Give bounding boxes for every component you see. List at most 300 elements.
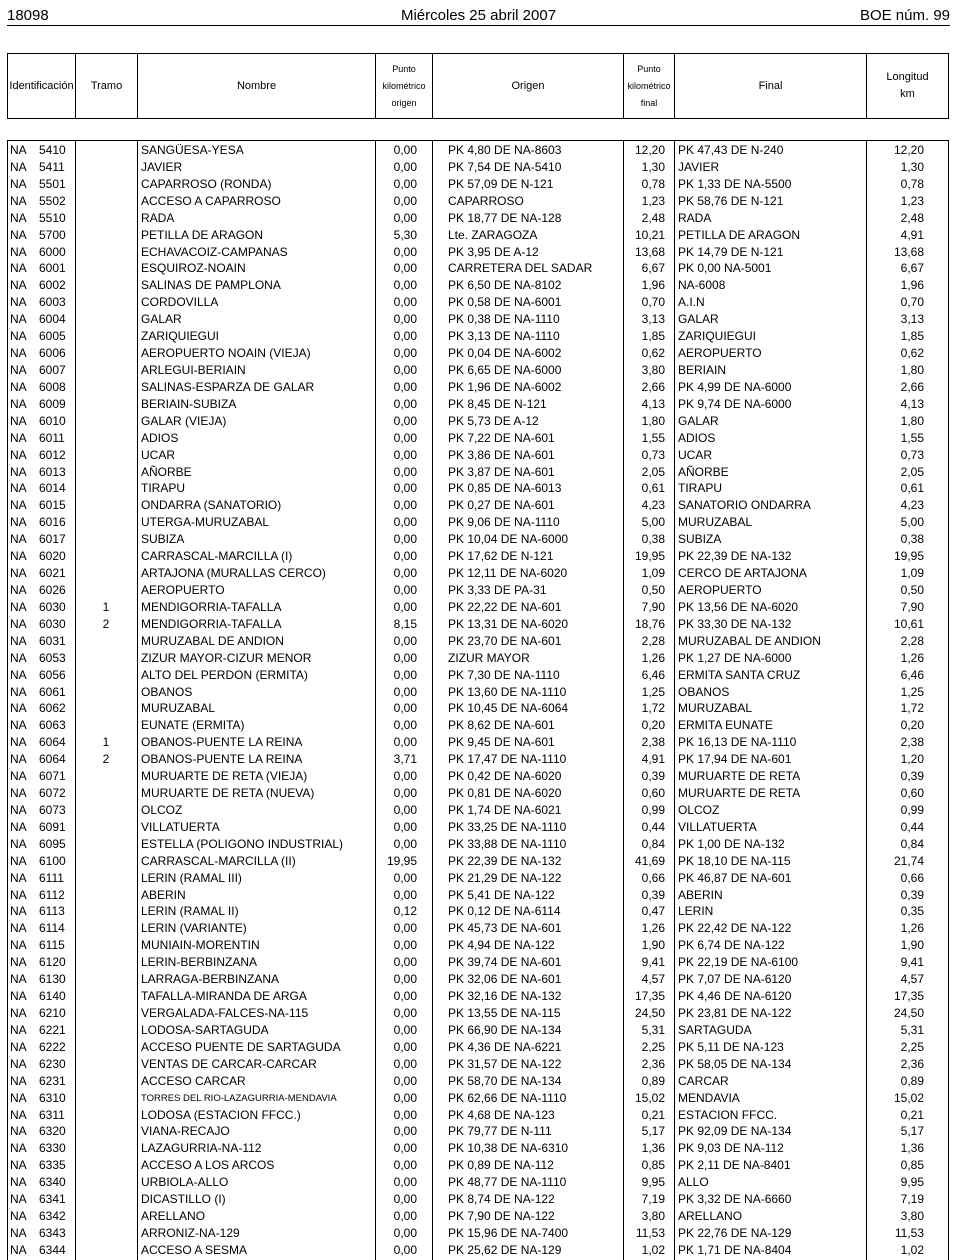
cell-final: ARELLANO: [678, 1209, 743, 1224]
cell-pk-final: 1,80: [641, 413, 665, 428]
cell-origen: PK 32,16 DE NA-132: [448, 989, 562, 1004]
cell-identificacion: NA: [10, 329, 27, 344]
table-row: [8, 937, 948, 954]
cell-longitud: 11,53: [894, 1226, 924, 1240]
cell-final: SANATORIO ONDARRA: [678, 498, 811, 513]
header-final: [675, 54, 867, 118]
cell-longitud: 4,91: [900, 227, 924, 242]
cell-pk-origen: 0,00: [393, 278, 417, 293]
cell-nombre: OLCOZ: [141, 802, 183, 817]
cell-nombre: LERIN (VARIANTE): [141, 921, 247, 936]
cell-origen: PK 25,62 DE NA-129: [448, 1242, 562, 1257]
cell-identificacion: NA: [10, 210, 27, 225]
cell-numero: 6020: [39, 549, 66, 564]
cell-numero: 6030: [39, 599, 66, 614]
cell-identificacion: NA: [10, 887, 27, 902]
cell-pk-final: 18,76: [634, 616, 665, 631]
cell-longitud: 15,02: [893, 1090, 924, 1105]
header-pk-final: [624, 54, 675, 118]
cell-numero: 6063: [39, 718, 66, 733]
cell-nombre: ARELLANO: [141, 1209, 206, 1224]
cell-longitud: 2,36: [900, 1056, 924, 1071]
table-row: [8, 497, 948, 514]
cell-pk-origen: 0,00: [393, 295, 417, 310]
cell-numero: 5502: [39, 193, 66, 208]
cell-final: PK 16,13 DE NA-1110: [678, 735, 797, 750]
table-row: [8, 210, 948, 227]
cell-numero: 6111: [39, 870, 64, 885]
cell-nombre: ECHAVACOIZ-CAMPANAS: [141, 244, 288, 259]
cell-nombre: CAPARROSO (RONDA): [141, 176, 272, 191]
cell-longitud: 21,74: [893, 853, 924, 868]
page-number: 18098: [7, 7, 49, 24]
cell-identificacion: NA: [10, 1107, 27, 1122]
header-tramo: [76, 54, 138, 118]
cell-origen: PK 3,33 DE PA-31: [448, 582, 547, 597]
cell-identificacion: NA: [10, 261, 27, 276]
cell-final: PK 3,32 DE NA-6660: [678, 1192, 792, 1207]
cell-numero: 6016: [39, 515, 66, 530]
cell-origen: PK 0,04 DE NA-6002: [448, 346, 562, 361]
cell-numero: 6140: [39, 989, 66, 1004]
cell-longitud: 0,73: [900, 447, 924, 462]
cell-final: PK 1,33 DE NA-5500: [678, 176, 792, 191]
cell-identificacion: NA: [10, 718, 27, 733]
table-row: [8, 599, 948, 616]
cell-pk-origen: 0,00: [393, 346, 417, 361]
cell-longitud: 0,66: [900, 870, 924, 885]
header-identificacion-label: Identificación: [9, 79, 74, 92]
cell-origen: PK 22,39 DE NA-132: [448, 853, 562, 868]
cell-final: CARCAR: [678, 1073, 729, 1088]
cell-longitud: 0,44: [900, 819, 924, 834]
cell-nombre: SANGÜESA-YESA: [141, 143, 244, 157]
table-row: [8, 277, 948, 294]
cell-nombre: DICASTILLO (I): [141, 1192, 226, 1207]
cell-nombre: ACCESO PUENTE DE SARTAGUDA: [141, 1039, 341, 1054]
cell-pk-origen: 0,00: [393, 1022, 417, 1037]
cell-numero: 6001: [39, 261, 66, 276]
cell-nombre: ALTO DEL PERDON (ERMITA): [141, 667, 308, 682]
cell-identificacion: NA: [10, 582, 27, 597]
cell-identificacion: NA: [10, 989, 27, 1004]
cell-pk-origen: 0,00: [393, 1158, 417, 1173]
cell-identificacion: NA: [10, 346, 27, 361]
cell-longitud: 0,61: [900, 481, 924, 496]
cell-pk-origen: 0,00: [393, 989, 417, 1004]
cell-pk-final: 41,69: [634, 853, 665, 868]
cell-final: MURUZABAL DE ANDION: [678, 633, 821, 648]
cell-origen: PK 6,50 DE NA-8102: [448, 278, 562, 293]
cell-final: TIRAPU: [678, 481, 723, 496]
table-row: [8, 531, 948, 548]
cell-longitud: 1,55: [900, 430, 924, 445]
cell-numero: 6004: [39, 312, 66, 327]
cell-longitud: 1,02: [900, 1242, 924, 1257]
cell-pk-origen: 0,00: [393, 972, 417, 987]
cell-pk-origen: 0,00: [393, 1006, 417, 1021]
cell-nombre: ESQUIROZ-NOAIN: [141, 261, 246, 276]
cell-longitud: 5,31: [900, 1022, 924, 1037]
table-row: [8, 176, 948, 193]
cell-longitud: 1,25: [900, 684, 924, 699]
cell-identificacion: NA: [10, 904, 27, 919]
cell-origen: PK 48,77 DE NA-1110: [448, 1175, 567, 1190]
cell-final: PK 14,79 DE N-121: [678, 244, 784, 259]
cell-pk-origen: 0,00: [393, 549, 417, 564]
cell-pk-origen: 0,00: [393, 464, 417, 479]
cell-longitud: 9,41: [900, 955, 924, 970]
cell-nombre: VIANA-RECAJO: [141, 1124, 230, 1139]
cell-identificacion: NA: [10, 1226, 27, 1240]
cell-identificacion: NA: [10, 735, 27, 750]
cell-numero: 6008: [39, 379, 66, 394]
cell-pk-origen: 0,00: [393, 701, 417, 716]
cell-nombre: UTERGA-MURUZABAL: [141, 515, 270, 530]
cell-final: MURUZABAL: [678, 701, 753, 716]
cell-longitud: 5,00: [900, 515, 924, 530]
cell-identificacion: NA: [10, 1192, 27, 1207]
cell-numero: 6061: [39, 684, 66, 699]
cell-nombre: ONDARRA (SANATORIO): [141, 498, 282, 513]
cell-pk-final: 1,55: [641, 430, 665, 445]
table-row: [8, 1157, 948, 1174]
header-longitud-line: km: [900, 88, 915, 100]
table-row: [8, 616, 948, 633]
cell-longitud: 17,35: [893, 989, 924, 1004]
table-row: [8, 345, 948, 362]
cell-numero: 6341: [39, 1192, 66, 1207]
cell-final: PK 7,07 DE NA-6120: [678, 972, 792, 987]
header-nombre-label: Nombre: [236, 79, 277, 92]
cell-longitud: 0,84: [900, 836, 924, 851]
cell-pk-final: 0,21: [641, 1107, 665, 1122]
table-row: [8, 159, 948, 176]
cell-origen: PK 0,89 DE NA-112: [448, 1158, 554, 1173]
cell-identificacion: NA: [10, 819, 27, 834]
cell-pk-origen: 0,00: [393, 396, 417, 411]
cell-numero: 6053: [39, 650, 66, 665]
cell-origen: PK 0,85 DE NA-6013: [448, 481, 562, 496]
cell-pk-final: 0,89: [641, 1073, 665, 1088]
cell-nombre: VILLATUERTA: [141, 819, 220, 834]
table-row: [8, 920, 948, 937]
cell-nombre: SALINAS DE PAMPLONA: [141, 278, 281, 293]
cell-pk-origen: 0,00: [393, 1107, 417, 1122]
cell-origen: PK 3,86 DE NA-601: [448, 447, 555, 462]
table-rows: [8, 142, 948, 1259]
cell-final: OLCOZ: [678, 802, 720, 817]
cell-nombre: TAFALLA-MIRANDA DE ARGA: [141, 989, 307, 1004]
cell-pk-final: 1,26: [641, 921, 665, 936]
cell-pk-final: 5,31: [641, 1022, 665, 1037]
cell-pk-origen: 0,00: [393, 430, 417, 445]
cell-longitud: 7,90: [900, 599, 924, 614]
cell-nombre: ACCESO A CAPARROSO: [141, 193, 281, 208]
header-pk-origen-line: Punto: [392, 63, 416, 74]
cell-final: PK 9,74 DE NA-6000: [678, 396, 792, 411]
cell-numero: 6007: [39, 362, 66, 377]
cell-pk-final: 10,21: [634, 227, 665, 242]
cell-pk-origen: 0,00: [393, 684, 417, 699]
cell-identificacion: NA: [10, 972, 27, 987]
cell-pk-final: 2,25: [641, 1039, 665, 1054]
table-row: [8, 853, 948, 870]
cell-pk-origen: 0,00: [393, 1242, 417, 1257]
cell-pk-origen: 0,00: [393, 836, 417, 851]
cell-pk-final: 9,95: [641, 1175, 665, 1190]
cell-identificacion: NA: [10, 193, 27, 208]
cell-pk-final: 9,41: [641, 955, 665, 970]
cell-nombre: EUNATE (ERMITA): [141, 718, 245, 733]
table-row: [8, 514, 948, 531]
cell-nombre: LERIN (RAMAL II): [141, 904, 239, 919]
table-row: [8, 667, 948, 684]
cell-origen: PK 0,12 DE NA-6114: [448, 904, 561, 919]
cell-final: PK 2,11 DE NA-8401: [678, 1158, 791, 1173]
cell-pk-origen: 0,00: [393, 938, 417, 953]
cell-identificacion: NA: [10, 1090, 27, 1105]
cell-final: PK 23,81 DE NA-122: [678, 1006, 792, 1021]
table-row: [8, 802, 948, 819]
cell-identificacion: NA: [10, 295, 27, 310]
cell-origen: PK 0,42 DE NA-6020: [448, 769, 562, 784]
cell-longitud: 6,46: [900, 667, 924, 682]
cell-nombre: MURUZABAL: [141, 701, 216, 716]
cell-origen: PK 13,31 DE NA-6020: [448, 616, 569, 631]
cell-nombre: MURUARTE DE RETA (NUEVA): [141, 786, 315, 801]
cell-origen: PK 45,73 DE NA-601: [448, 921, 562, 936]
cell-origen: PK 9,45 DE NA-601: [448, 735, 555, 750]
cell-pk-final: 4,23: [641, 498, 665, 513]
cell-nombre: ACCESO A LOS ARCOS: [141, 1158, 275, 1173]
table-row: [8, 464, 948, 481]
cell-pk-origen: 5,30: [393, 227, 417, 242]
cell-longitud: 2,25: [900, 1039, 924, 1054]
cell-nombre: ZARIQUIEGUI: [141, 329, 220, 344]
cell-pk-origen: 0,00: [393, 176, 417, 191]
cell-longitud: 1,23: [900, 193, 924, 208]
cell-longitud: 0,99: [900, 802, 924, 817]
cell-pk-origen: 0,00: [393, 1039, 417, 1054]
cell-identificacion: NA: [10, 633, 27, 648]
cell-pk-final: 0,39: [641, 887, 665, 902]
cell-numero: 6056: [39, 667, 66, 682]
table-row: [8, 903, 948, 920]
cell-identificacion: NA: [10, 616, 27, 631]
cell-origen: PK 7,90 DE NA-122: [448, 1209, 555, 1224]
cell-identificacion: NA: [10, 921, 27, 936]
cell-identificacion: NA: [10, 532, 27, 547]
cell-final: UCAR: [678, 447, 713, 462]
table-row: [8, 227, 948, 244]
cell-pk-final: 4,91: [641, 752, 665, 767]
cell-longitud: 0,39: [900, 887, 924, 902]
cell-identificacion: NA: [10, 481, 27, 496]
cell-longitud: 24,50: [893, 1006, 924, 1021]
table-row: [8, 870, 948, 887]
cell-final: PK 4,46 DE NA-6120: [678, 989, 792, 1004]
cell-numero: 6230: [39, 1056, 66, 1071]
cell-identificacion: NA: [10, 836, 27, 851]
cell-pk-final: 0,39: [641, 769, 665, 784]
cell-final: JAVIER: [678, 159, 720, 174]
cell-numero: 6335: [39, 1158, 66, 1173]
header-origen: [433, 54, 624, 118]
cell-longitud: 2,48: [900, 210, 924, 225]
cell-identificacion: NA: [10, 396, 27, 411]
cell-origen: PK 13,60 DE NA-1110: [448, 684, 567, 699]
cell-final: PK 1,00 DE NA-132: [678, 836, 785, 851]
cell-numero: 5700: [39, 227, 66, 242]
cell-pk-origen: 0,00: [393, 582, 417, 597]
cell-pk-final: 0,73: [641, 447, 665, 462]
cell-pk-final: 0,78: [641, 176, 665, 191]
cell-pk-final: 0,20: [641, 718, 665, 733]
table-row: [8, 548, 948, 565]
table-row: [8, 785, 948, 802]
cell-longitud: 0,50: [900, 582, 924, 597]
table-row: [8, 1107, 948, 1124]
cell-pk-final: 3,80: [641, 1209, 665, 1224]
table-row: [8, 971, 948, 988]
cell-origen: PK 4,94 DE NA-122: [448, 938, 555, 953]
table-row: [8, 244, 948, 261]
cell-origen: PK 17,47 DE NA-1110: [448, 752, 567, 767]
cell-numero: 6113: [39, 904, 65, 919]
cell-pk-origen: 0,00: [393, 667, 417, 682]
cell-numero: 6095: [39, 836, 66, 851]
table-row: [8, 1056, 948, 1073]
cell-identificacion: NA: [10, 549, 27, 564]
cell-pk-origen: 0,00: [393, 532, 417, 547]
table-row: [8, 1005, 948, 1022]
cell-identificacion: NA: [10, 853, 27, 868]
table-row: [8, 1208, 948, 1225]
cell-origen: PK 7,22 DE NA-601: [448, 430, 555, 445]
cell-pk-origen: 0,00: [393, 413, 417, 428]
cell-identificacion: NA: [10, 938, 27, 953]
cell-numero: 5410: [39, 143, 66, 157]
cell-numero: 6030: [39, 616, 66, 631]
cell-pk-final: 1,36: [641, 1141, 665, 1156]
cell-longitud: 1,96: [900, 278, 924, 293]
table-row: [8, 260, 948, 277]
table-row: [8, 887, 948, 904]
cell-origen: PK 3,87 DE NA-601: [448, 464, 555, 479]
cell-pk-origen: 0,00: [393, 210, 417, 225]
cell-pk-final: 2,36: [641, 1056, 665, 1071]
cell-nombre: AÑORBE: [141, 464, 192, 479]
cell-final: AEROPUERTO: [678, 346, 762, 361]
cell-pk-final: 7,90: [641, 599, 665, 614]
cell-nombre: GALAR: [141, 312, 182, 327]
cell-final: ALLO: [678, 1175, 709, 1190]
cell-final: PK 5,11 DE NA-123: [678, 1039, 784, 1054]
cell-origen: CARRETERA DEL SADAR: [448, 261, 593, 276]
cell-origen: PK 57,09 DE N-121: [448, 176, 554, 191]
cell-longitud: 10,61: [893, 616, 924, 631]
cell-pk-origen: 0,00: [393, 955, 417, 970]
cell-final: ERMITA EUNATE: [678, 718, 773, 733]
cell-final: MURUZABAL: [678, 515, 753, 530]
cell-origen: PK 13,55 DE NA-115: [448, 1006, 561, 1021]
cell-identificacion: NA: [10, 312, 27, 327]
cell-origen: PK 23,70 DE NA-601: [448, 633, 562, 648]
cell-pk-origen: 0,00: [393, 481, 417, 496]
header-nombre: [138, 54, 376, 118]
cell-pk-origen: 0,00: [393, 498, 417, 513]
cell-origen: CAPARROSO: [448, 193, 524, 208]
cell-nombre: ESTELLA (POLIGONO INDUSTRIAL): [141, 836, 344, 851]
cell-numero: 6112: [39, 887, 65, 902]
table-row: [8, 193, 948, 210]
cell-final: MURUARTE DE RETA: [678, 786, 801, 801]
cell-nombre: ARRONIZ-NA-129: [141, 1226, 240, 1240]
cell-identificacion: NA: [10, 870, 27, 885]
cell-pk-origen: 0,00: [393, 1192, 417, 1207]
cell-origen: PK 12,11 DE NA-6020: [448, 566, 568, 581]
cell-numero: 6031: [39, 633, 66, 648]
cell-pk-final: 0,47: [641, 904, 665, 919]
cell-identificacion: NA: [10, 667, 27, 682]
cell-longitud: 1,20: [900, 752, 924, 767]
cell-pk-origen: 0,00: [393, 159, 417, 174]
cell-pk-origen: 0,00: [393, 1141, 417, 1156]
cell-origen: PK 32,06 DE NA-601: [448, 972, 562, 987]
cell-identificacion: NA: [10, 786, 27, 801]
cell-pk-origen: 0,00: [393, 312, 417, 327]
cell-longitud: 1,09: [900, 566, 924, 581]
cell-identificacion: NA: [10, 515, 27, 530]
cell-numero: 6340: [39, 1175, 66, 1190]
cell-final: VILLATUERTA: [678, 819, 757, 834]
cell-origen: PK 66,90 DE NA-134: [448, 1022, 562, 1037]
cell-final: PK 0,00 NA-5001: [678, 261, 772, 276]
cell-origen: PK 33,88 DE NA-1110: [448, 836, 567, 851]
cell-pk-origen: 0,00: [393, 1226, 417, 1240]
cell-final: PK 6,74 DE NA-122: [678, 938, 785, 953]
cell-nombre: BERIAIN-SUBIZA: [141, 396, 237, 411]
cell-final: AEROPUERTO: [678, 582, 762, 597]
cell-origen: PK 17,62 DE N-121: [448, 549, 554, 564]
cell-numero: 6009: [39, 396, 66, 411]
cell-nombre: TIRAPU: [141, 481, 186, 496]
cell-numero: 6330: [39, 1141, 66, 1156]
cell-origen: PK 1,96 DE NA-6002: [448, 379, 562, 394]
cell-pk-final: 6,67: [641, 261, 665, 276]
table-row: [8, 447, 948, 464]
header-longitud-line: Longitud: [886, 71, 929, 83]
cell-final: MENDAVIA: [678, 1090, 740, 1105]
cell-longitud: 0,85: [900, 1158, 924, 1173]
header-pk-final-line: final: [640, 97, 658, 108]
cell-identificacion: NA: [10, 566, 27, 581]
cell-pk-final: 1,26: [641, 650, 665, 665]
table-row: [8, 1090, 948, 1107]
cell-pk-final: 0,99: [641, 802, 665, 817]
cell-numero: 6343: [39, 1226, 66, 1240]
cell-pk-final: 2,66: [641, 379, 665, 394]
cell-identificacion: NA: [10, 1158, 27, 1173]
cell-identificacion: NA: [10, 447, 27, 462]
cell-numero: 6231: [39, 1073, 66, 1088]
cell-nombre: ZIZUR MAYOR-CIZUR MENOR: [141, 650, 312, 665]
table-row: [8, 396, 948, 413]
cell-numero: 6017: [39, 532, 66, 547]
cell-final: ZARIQUIEGUI: [678, 329, 757, 344]
cell-identificacion: NA: [10, 752, 27, 767]
